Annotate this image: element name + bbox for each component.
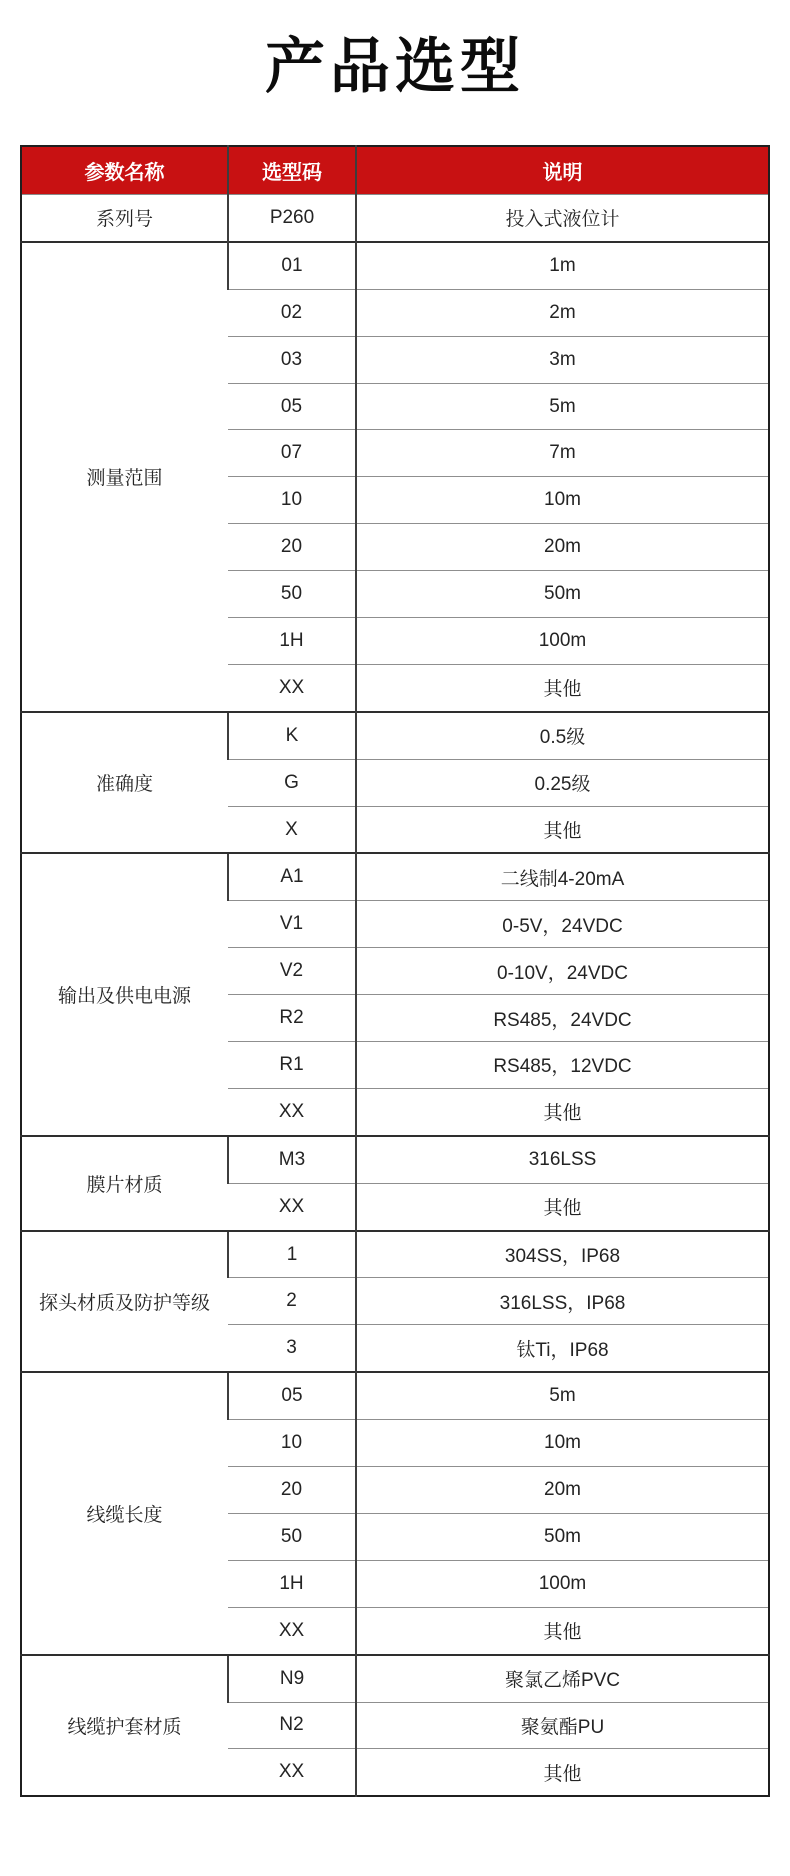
selection-code-cell: 1H xyxy=(228,618,356,665)
selection-code-cell: 1 xyxy=(228,1231,356,1278)
description-cell: 7m xyxy=(356,430,769,477)
selection-code-cell: 03 xyxy=(228,336,356,383)
selection-code-cell: 1H xyxy=(228,1560,356,1607)
selection-code-cell: 10 xyxy=(228,477,356,524)
selection-code-cell: 50 xyxy=(228,571,356,618)
selection-code-cell: 05 xyxy=(228,1372,356,1419)
description-cell: 其他 xyxy=(356,664,769,711)
selection-code-cell: R2 xyxy=(228,995,356,1042)
parameter-name-cell: 线缆护套材质 xyxy=(21,1655,228,1797)
table-row xyxy=(21,1372,769,1419)
parameter-name-cell: 膜片材质 xyxy=(21,1136,228,1231)
selection-code-cell: XX xyxy=(228,1607,356,1654)
selection-code-cell: 20 xyxy=(228,1467,356,1514)
selection-code-cell: 02 xyxy=(228,289,356,336)
description-cell: 0-10V，24VDC xyxy=(356,948,769,995)
table-header xyxy=(21,146,769,195)
description-cell: 316LSS xyxy=(356,1136,769,1183)
selection-code-cell: R1 xyxy=(228,1042,356,1089)
description-cell: 5m xyxy=(356,383,769,430)
selection-code-cell: P260 xyxy=(228,195,356,242)
selection-code-cell: 01 xyxy=(228,242,356,289)
description-cell: 100m xyxy=(356,618,769,665)
parameter-name-cell: 输出及供电电源 xyxy=(21,853,228,1135)
description-cell: 其他 xyxy=(356,1183,769,1230)
description-cell: 316LSS，IP68 xyxy=(356,1278,769,1325)
table-row xyxy=(21,853,769,900)
column-header-parameter-name: 参数名称 xyxy=(21,146,228,195)
selection-code-cell: V2 xyxy=(228,948,356,995)
table-row xyxy=(21,242,769,289)
description-cell: 100m xyxy=(356,1560,769,1607)
column-header-selection-code: 选型码 xyxy=(228,146,356,195)
selection-code-cell: XX xyxy=(228,1183,356,1230)
description-cell: 二线制4-20mA xyxy=(356,853,769,900)
table-row xyxy=(21,195,769,242)
description-cell: 20m xyxy=(356,524,769,571)
selection-code-cell: 50 xyxy=(228,1513,356,1560)
selection-code-cell: 2 xyxy=(228,1278,356,1325)
parameter-name-cell: 探头材质及防护等级 xyxy=(21,1231,228,1373)
description-cell: 其他 xyxy=(356,1088,769,1135)
description-cell: 5m xyxy=(356,1372,769,1419)
description-cell: 其他 xyxy=(356,806,769,853)
selection-code-cell: XX xyxy=(228,1088,356,1135)
selection-code-cell: X xyxy=(228,806,356,853)
description-cell: 304SS，IP68 xyxy=(356,1231,769,1278)
parameter-name-cell: 线缆长度 xyxy=(21,1372,228,1654)
table-row xyxy=(21,1231,769,1278)
description-cell: 50m xyxy=(356,1513,769,1560)
selection-table-body xyxy=(21,195,769,1797)
selection-code-cell: N2 xyxy=(228,1702,356,1749)
selection-code-cell: 3 xyxy=(228,1325,356,1372)
parameter-name-cell: 测量范围 xyxy=(21,242,228,712)
selection-code-cell: XX xyxy=(228,1749,356,1796)
description-cell: 1m xyxy=(356,242,769,289)
parameter-name-cell: 系列号 xyxy=(21,195,228,242)
selection-code-cell: A1 xyxy=(228,853,356,900)
selection-code-cell: N9 xyxy=(228,1655,356,1702)
description-cell: 3m xyxy=(356,336,769,383)
description-cell: 聚氨酯PU xyxy=(356,1702,769,1749)
selection-code-cell: G xyxy=(228,759,356,806)
selection-code-cell: V1 xyxy=(228,901,356,948)
page-title: 产品选型 xyxy=(265,33,525,100)
description-cell: 50m xyxy=(356,571,769,618)
header-row xyxy=(21,146,769,195)
selection-code-cell: M3 xyxy=(228,1136,356,1183)
description-cell: 10m xyxy=(356,1420,769,1467)
description-cell: 0-5V，24VDC xyxy=(356,901,769,948)
selection-code-cell: 10 xyxy=(228,1420,356,1467)
product-selection-table xyxy=(20,145,770,1797)
selection-code-cell: 07 xyxy=(228,430,356,477)
selection-code-cell: XX xyxy=(228,664,356,711)
description-cell: 0.25级 xyxy=(356,759,769,806)
description-cell: 其他 xyxy=(356,1749,769,1796)
selection-code-cell: 20 xyxy=(228,524,356,571)
description-cell: 钛Ti，IP68 xyxy=(356,1325,769,1372)
description-cell: 0.5级 xyxy=(356,712,769,759)
selection-code-cell: 05 xyxy=(228,383,356,430)
parameter-name-cell: 准确度 xyxy=(21,712,228,854)
description-cell: 其他 xyxy=(356,1607,769,1654)
table-row xyxy=(21,1655,769,1702)
column-header-description: 说明 xyxy=(356,146,769,195)
description-cell: RS485，12VDC xyxy=(356,1042,769,1089)
description-cell: 2m xyxy=(356,289,769,336)
description-cell: RS485，24VDC xyxy=(356,995,769,1042)
table-row xyxy=(21,1136,769,1183)
table-row xyxy=(21,712,769,759)
description-cell: 20m xyxy=(356,1467,769,1514)
description-cell: 10m xyxy=(356,477,769,524)
selection-code-cell: K xyxy=(228,712,356,759)
description-cell: 投入式液位计 xyxy=(356,195,769,242)
description-cell: 聚氯乙烯PVC xyxy=(356,1655,769,1702)
